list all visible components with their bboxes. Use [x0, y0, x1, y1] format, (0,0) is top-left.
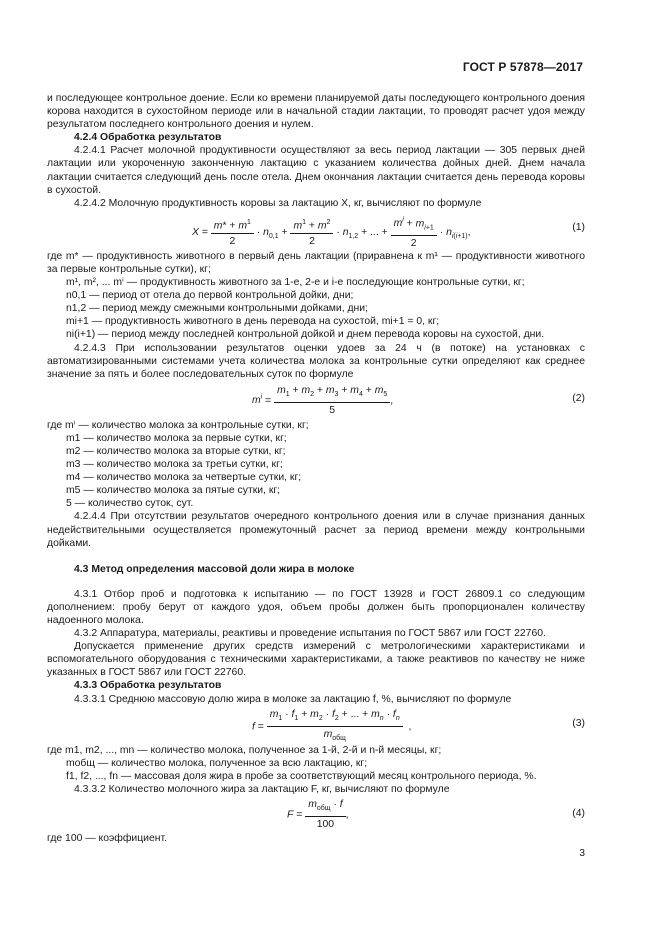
formula-3 [47, 708, 585, 742]
section-heading: 4.3 Метод определения массовой доли жира в молоке [74, 563, 355, 575]
where-item: где m* — продуктивность животного в первый день лактации (приравнена к m¹ — продуктивности животного за первые контрольные сутки), кг; [47, 250, 585, 275]
formula-2 [47, 383, 585, 417]
paragraph: 4.3.3.1 Среднюю массовую долю жира в молоке за лактацию f, %, вычисляют по формуле [74, 693, 512, 705]
formula-2-body: $m^i$ = $\frac{m_1 + m_2 + m_3 + m_4 + m_5}{5}$ , [252, 384, 394, 416]
where-item: mобщ — количество молока, полученное за всю лактацию, кг; [66, 757, 368, 769]
formula-4-body: F = $\frac{m_{общ} \cdot f}{100}$ , [287, 799, 349, 831]
paragraph: 4.3.2 Аппаратура, материалы, реактивы и проведение испытания по ГОСТ 5867 или ГОСТ 22760. [74, 628, 546, 640]
where-item: mi+1 — продуктивность животного в день перевода на сухостой, mi+1 = 0, кг; [66, 316, 440, 328]
formula-1-body: X = $\frac{m* + m^1}{2}$ · $n_{0,1}$ + $\frac{m^1 + m^2}{2}$ · $n_{1,2}$ + ... + $\frac{m^i + m_{i+1}}{2}$ · $n_{i(i+1)}$, [192, 214, 471, 251]
where-item: m1 — количество молока за первые сутки, кг; [66, 432, 287, 444]
formula-1 [47, 212, 585, 248]
formula-3-body: f = $\frac{m_1 \cdot f_1 + m_2 \cdot f_2 + ... + m_n \cdot f_n}{m_{общ}}$ , [252, 708, 412, 742]
where-item: 5 — количество суток, сут. [66, 498, 194, 510]
where-item: f1, f2, ..., fn — массовая доля жира в пробе за соответствующий месяц контрольного периода, %. [66, 770, 537, 782]
paragraph: 4.2.4.4 При отсутствии результатов очередного контрольного доения или в случае признания данных недействительными осуществляется промежуточный расчет за период времени между контрольными дойками. [47, 511, 585, 549]
paragraph: 4.3.3.2 Количество молочного жира за лактацию F, кг, вычисляют по формуле [74, 783, 450, 795]
where-item: ni(i+1) — период между последней контрольной дойкой и днем перевода коровы на сухостой, дни. [66, 329, 545, 341]
formula-number: (4) [572, 808, 585, 820]
section-heading: 4.2.4 Обработка результатов [74, 132, 222, 144]
body-text [47, 92, 585, 845]
formula-number: (3) [572, 717, 585, 729]
document-id: ГОСТ Р 57878—2017 [462, 60, 583, 74]
where-item: m¹, m², ... mⁱ — продуктивность животного за 1-е, 2-е и i-е последующие контрольные сутки, кг; [66, 277, 525, 289]
where-item: m5 — количество молока за пятые сутки, кг; [66, 485, 281, 497]
formula-number: (2) [572, 392, 585, 404]
where-item: n1,2 — период между смежными контрольными дойками, дни; [66, 303, 368, 315]
where-item: m2 — количество молока за вторые сутки, кг; [66, 445, 286, 457]
paragraph: 4.2.4.2 Молочную продуктивность коровы за лактацию X, кг, вычисляют по формуле [74, 197, 482, 209]
page-number: 3 [579, 848, 585, 859]
section-heading: 4.3.3 Обработка результатов [74, 680, 222, 692]
paragraph: 4.2.4.3 При использовании результатов оценки удоев за 24 ч (в потоке) на установках с автоматизированными системами учета количества молока за контрольные сутки определяют как среднее значение за пять и более последовательных суток по формуле [47, 342, 585, 380]
where-item: где mⁱ — количество молока за контрольные сутки, кг; [47, 419, 309, 431]
where-item: n0,1 — период от отела до первой контрольной дойки, дни; [66, 290, 354, 302]
paragraph: и последующее контрольное доение. Если ко времени планируемой даты последующего контрольного доения корова находится в сухостойном периоде или в начальной стадии лактации, то проводят расчет удоя между результатом последнего контрольного доения и нулем. [47, 93, 585, 131]
where-item: m3 — количество молока за третьи сутки, кг; [66, 459, 283, 471]
where-item: m4 — количество молока за четвертые сутки, кг; [66, 472, 302, 484]
where-item: где m1, m2, ..., mn — количество молока, полученное за 1-й, 2-й и n-й месяцы, кг; [47, 744, 442, 756]
paragraph: 4.3.1 Отбор проб и подготовка к испытанию — по ГОСТ 13928 и ГОСТ 26809.1 со следующим дополнением: пробу берут от каждого удоя, объем пробы должен быть пропорционален количеству надоенного молока. [47, 588, 585, 626]
paragraph: Допускается применение других средств измерений с метрологическими характеристиками и вспомогательного оборудования с техническими характеристиками, а также реактивов по качеству не ниже указанных в ГОСТ 5867 или ГОСТ 22760. [47, 641, 585, 679]
paragraph: 4.2.4.1 Расчет молочной продуктивности осуществляют за весь период лактации — 305 первых дней лактации или укороченную законченную лактацию с указанием количества дойных дней. Днем начала лактации считается следующий день после отела. Днем окончания лактации считается день перевода коровы в сухостой. [47, 145, 585, 196]
formula-number: (1) [572, 221, 585, 233]
where-item: где 100 — коэффициент. [47, 833, 167, 845]
formula-4 [47, 798, 585, 830]
